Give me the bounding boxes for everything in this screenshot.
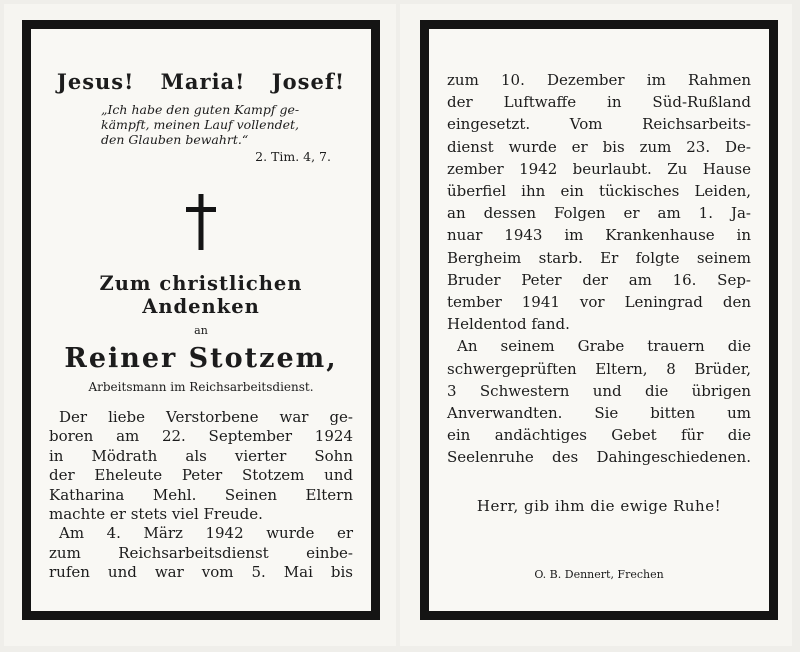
memorial-title: Zum christlichen Andenken bbox=[99, 272, 303, 318]
quote-line: „Ich habe den guten Kampf ge- bbox=[101, 102, 300, 117]
left-card-panel bbox=[22, 20, 380, 620]
text-line: überfiel ihn ein tückisches Leiden, bbox=[447, 182, 751, 201]
text-line: zum Reichsarbeitsdienst einbe- bbox=[49, 543, 353, 562]
bible-quote bbox=[101, 102, 353, 147]
text-line: an dessen Folgen er am 1. Ja- bbox=[447, 204, 751, 223]
cross-icon bbox=[186, 194, 216, 250]
text-line: tember 1941 vor Leningrad den bbox=[447, 293, 751, 312]
text-line: der Luftwaffe in Süd-Rußland bbox=[447, 93, 751, 112]
quote-line: kämpft, meinen Lauf vollendet, bbox=[101, 117, 300, 132]
printer-imprint: O. B. Dennert, Frechen bbox=[534, 568, 664, 581]
text-line: rufen und war vom 5. Mai bis bbox=[49, 563, 353, 582]
deceased-name: Reiner Stotzem, bbox=[64, 343, 338, 374]
right-card-panel bbox=[420, 20, 778, 620]
text-line: Bruder Peter der am 16. Sep- bbox=[447, 270, 751, 289]
text-line: 3 Schwestern und die übrigen bbox=[447, 381, 751, 400]
text-line: Anverwandten. Sie bitten um bbox=[447, 404, 751, 423]
text-line: Seelenruhe des Dahingeschiedenen. bbox=[447, 448, 751, 467]
occupation: Arbeitsmann im Reichsarbeitsdienst. bbox=[88, 380, 314, 394]
text-line: ein andächtiges Gebet für die bbox=[447, 426, 751, 445]
text-line: nuar 1943 im Krankenhause in bbox=[447, 226, 751, 245]
biography-right bbox=[447, 69, 751, 469]
biography-left bbox=[49, 408, 353, 583]
an-word: an bbox=[194, 324, 208, 337]
text-line: Heldentod fand. bbox=[447, 315, 570, 334]
text-line: boren am 22. September 1924 bbox=[49, 427, 353, 446]
text-line: An seinem Grabe trauern die bbox=[457, 337, 751, 356]
text-line: in Mödrath als vierter Sohn bbox=[49, 446, 353, 465]
quote-line: den Glauben bewahrt.“ bbox=[101, 132, 249, 147]
text-line: eingesetzt. Vom Reichsarbeits- bbox=[447, 115, 751, 134]
text-line: machte er stets viel Freude. bbox=[49, 505, 263, 524]
text-line: dienst wurde er bis zum 23. De- bbox=[447, 137, 751, 156]
text-line: Am 4. März 1942 wurde er bbox=[59, 524, 353, 543]
text-line: zember 1942 beurlaubt. Zu Hause bbox=[447, 159, 751, 178]
text-line: Katharina Mehl. Seinen Eltern bbox=[49, 485, 353, 504]
text-line: der Eheleute Peter Stotzem und bbox=[49, 466, 353, 485]
text-line: Bergheim starb. Er folgte seinem bbox=[447, 248, 751, 267]
closing-prayer: Herr, gib ihm die ewige Ruhe! bbox=[476, 496, 722, 515]
text-line: Der liebe Verstorbene war ge- bbox=[59, 408, 353, 426]
invocation: Jesus! Maria! Josef! bbox=[56, 69, 346, 94]
text-line: zum 10. Dezember im Rahmen bbox=[447, 71, 751, 89]
text-line: schwergeprüften Eltern, 8 Brüder, bbox=[447, 359, 751, 378]
quote-reference: 2. Tim. 4, 7. bbox=[255, 149, 331, 164]
